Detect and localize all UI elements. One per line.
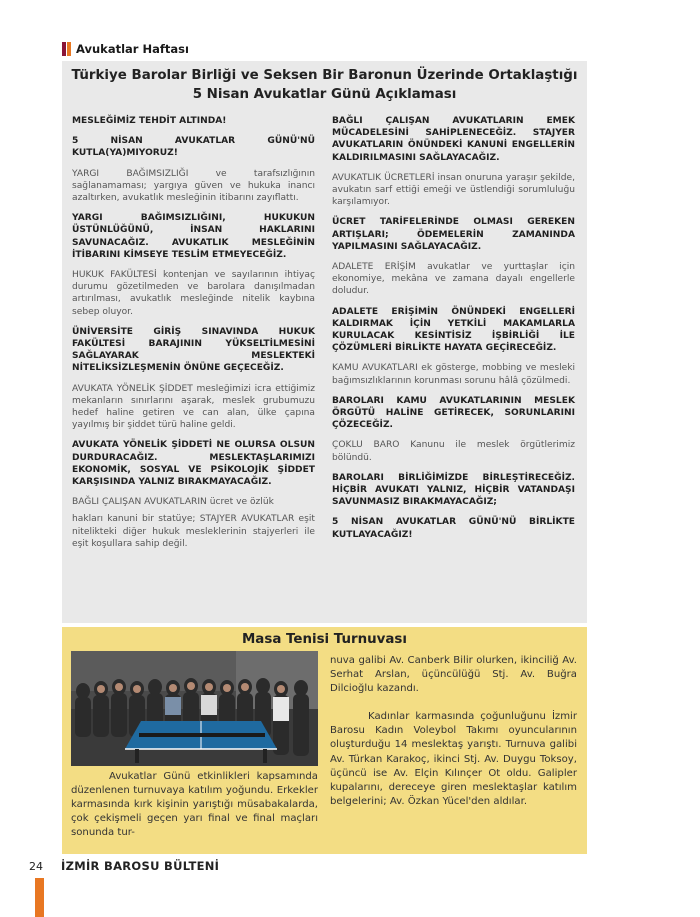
statement-paragraph: ÜCRET TARİFELERİNDE OLMASI GEREKEN ARTIŞLARI; ÖDEMELERİN ZAMANINDA YAPILMASINI SAĞLAYACAĞIZ. <box>332 217 575 252</box>
statement-left-column <box>72 115 315 558</box>
tag-marker <box>62 42 71 56</box>
statement-paragraph: AVUKATA YÖNELİK ŞİDDETİ NE OLURSA OLSUN DURDURACAĞIZ. MESLEKTAŞLARIMIZI EKONOMİK, SOSYAL VE PSİKOLOJİK ŞİDDET KARŞISINDA YALNIZ BIRAKMAYACAĞIZ. <box>72 440 315 488</box>
page-number: 24 <box>29 859 43 873</box>
section-tag <box>62 41 189 57</box>
tennis-paragraph: Kadınlar karmasında çoğunluğunu İzmir Barosu Kadın Voleybol Takımı oyuncularının oluşturduğu 14 meslektaş yarıştı. Turnuva galibi Av. Türkan Karakoç, ikinci Stj. Av. Duygu Toksoy, üçüncü ise Av. Elçin Kılınçer Ot oldu. Galipler kupalarını, dereceye giren meslektaşlar katılım belgelerini; Av. Özkan Yücel'den aldılar. <box>330 711 577 807</box>
statement-paragraph: ÜNİVERSİTE GİRİŞ SINAVINDA HUKUK FAKÜLTESİ BARAJININ YÜKSELTİLMESİNİ SAĞLAYARAK MESLEKTEKİ NİTELİKSİZLEŞMENİN ÖNÜNE GEÇECEĞİZ. <box>72 326 315 374</box>
bulletin-name: İZMİR BAROSU BÜLTENİ <box>61 859 220 873</box>
statement-paragraph: BAĞLI ÇALIŞAN AVUKATLARIN EMEK MÜCADELESİNİ SAHİPLENECEĞİZ. STAJYER AVUKATLARIN ÖNÜNDEKİ KANUNİ ENGELLERİN KALDIRILMASINI SAĞLAYACAĞIZ. <box>332 116 575 163</box>
statement-title <box>62 66 587 104</box>
statement-box <box>62 61 587 623</box>
statement-paragraph: ADALETE ERİŞİM avukatlar ve yurttaşlar için ekonomiye, mekâna ve zamana dayalı engellerle doludur. <box>332 262 575 297</box>
page-footer <box>29 859 219 873</box>
statement-paragraph: BAROLARI BİRLİĞİMİZDE BİRLEŞTİRECEĞİZ. HİÇBİR AVUKATI YALNIZ, HİÇBİR VATANDAŞI SAVUNMASIZ BIRAKMAYACAĞIZ; <box>332 472 575 508</box>
statement-paragraph: AVUKATLIK ÜCRETLERİ insan onuruna yaraşır şekilde, avukatın sarf ettiği emeği ve üstlendiği sorumluluğu karşılamıyor. <box>332 172 575 208</box>
tennis-text-right <box>330 654 577 809</box>
statement-paragraph: HUKUK FAKÜLTESİ kontenjan ve sayılarının ihtiyaç durumu gözetilmeden ve barolara danışılmadan artırılması, avukatlık mesleğinde nitelik kaybına sebep oluyor. <box>72 270 315 317</box>
statement-paragraph: hakları kanuni bir statüye; STAJYER AVUKATLAR eşit nitelikteki diğer hukuk mesleklerinin stajyerleri ile eşit koşullara sahip değil. <box>72 514 315 549</box>
tennis-paragraph: Avukatlar Günü etkinlikleri kapsamında düzenlenen turnuvaya katılım yoğundu. Erkekler karmasında kırk kişinin yarıştığı müsabakalarda, çok çekişmeli geçen yarı final ve final maçları sonunda tur- <box>71 771 318 839</box>
statement-paragraph: YARGI BAĞIMSIZLIĞI ve tarafsızlığının sağlanamaması; yargıya güven ve hukuka inancı azaltırken, avukatlık mesleğinin itibarını zayıflattı. <box>72 168 315 204</box>
group-photo-illustration <box>71 651 318 766</box>
tennis-paragraph: nuva galibi Av. Canberk Bilir olurken, ikinciliğ Av. Serhat Arslan, üçüncülüğü Stj. Av. Buğra Dilcioğlu kazandı. <box>330 655 577 695</box>
statement-paragraph: 5 NİSAN AVUKATLAR GÜNÜ'NÜ BİRLİKTE KUTLAYACAĞIZ! <box>332 517 575 540</box>
tennis-box <box>62 627 587 854</box>
statement-paragraph: ÇOKLU BARO Kanunu ile meslek örgütlerimiz bölündü. <box>332 440 575 463</box>
tag-bar-secondary <box>67 42 71 56</box>
statement-paragraph: YARGI BAĞIMSIZLIĞINI, HUKUKUN ÜSTÜNLÜĞÜNÜ, İNSAN HAKLARINI SAVUNACAĞIZ. AVUKATLIK MESLEĞİNİN İTİBARINI KİMSEYE TESLİM ETMEYECEĞİZ. <box>72 213 315 260</box>
statement-paragraph: BAĞLI ÇALIŞAN AVUKATLARIN ücret ve özlük <box>72 497 274 508</box>
statement-paragraph: AVUKATA YÖNELİK ŞİDDET mesleğimizi icra ettiğimiz mekanların sınırlarını aşarak, meslek grubumuzu hedef haline getiren ve can alan, ülke çapına yayılmış bir şiddet türü haline geldi. <box>72 383 315 431</box>
statement-paragraph: ADALETE ERİŞİMİN ÖNÜNDEKİ ENGELLERİ KALDIRMAK İÇİN YETKİLİ MAKAMLARLA KURULACAK KESİNTİSİZ İŞBİRLİĞİ İLE ÇÖZÜMLERİ BİRLİKTE HAYATA GEÇİRECEĞİZ. <box>332 306 575 354</box>
statement-title-line1: Türkiye Barolar Birliği ve Seksen Bir Baronun Üzerinde Ortaklaştığı <box>71 68 578 83</box>
tennis-title: Masa Tenisi Turnuvası <box>241 632 407 647</box>
statement-paragraph: MESLEĞİMİZ TEHDİT ALTINDA! <box>72 116 227 126</box>
statement-title-line2: 5 Nisan Avukatlar Günü Açıklaması <box>192 87 457 102</box>
section-tag-label: Avukatlar Haftası <box>76 42 189 56</box>
statement-paragraph: BAROLARI KAMU AVUKATLARININ MESLEK ÖRGÜTÜ HALİNE GETİRECEK, SORUNLARINI ÇÖZECEĞİZ. <box>332 395 575 431</box>
group-photo <box>71 651 318 766</box>
statement-paragraph: 5 NİSAN AVUKATLAR GÜNÜ'NÜ KUTLA(YA)MIYORUZ! <box>72 136 315 159</box>
paragraph-gap <box>330 696 577 710</box>
footer-stripe <box>35 878 44 917</box>
statement-paragraph: KAMU AVUKATLARI ek gösterge, mobbing ve mesleki bağımsızlıklarının korunması sorunu hâlâ çözülmedi. <box>332 363 575 386</box>
tennis-text-left <box>71 770 318 840</box>
statement-right-column <box>332 115 575 549</box>
tag-bar-primary <box>62 42 66 56</box>
